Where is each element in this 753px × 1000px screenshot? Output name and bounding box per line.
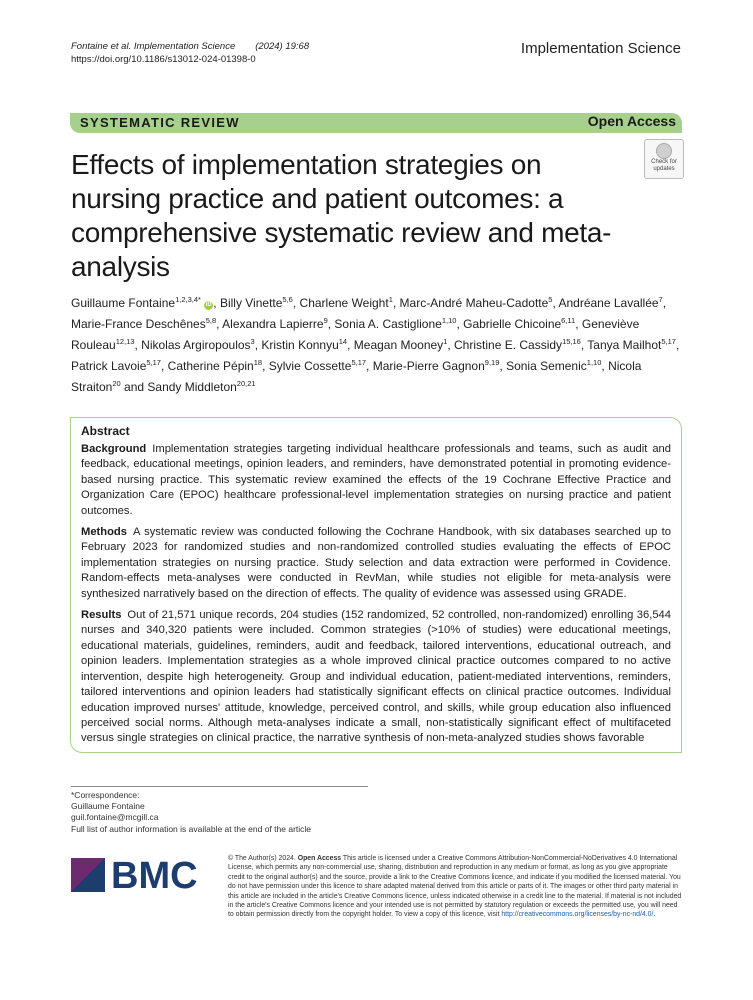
license-text: This article is licensed under a Creative Commons Attribution-NonCommercial-NoDerivatives 4.0 International License, which permits any non-commercial use, sharing, distribution and reproduction in any medium or format, as long as you give appropriate credit to the original author(s) and the source, provide a link to the Creative Commons licence, and indicate if you modified the licensed material. You do not have permission under this licence to share adapted material derived from this article or parts of it. The images or other third party material in this article are included in the article's Creative Commons licence, unless indicated otherwise in a credit line to the material. If material is not included in the article's Creative Commons licence and your intended use is not permitted by statutory regulation or exceeds the permitted use, you will need to obtain permission directly from the copyright holder. To view a copy of this licence, visit <box>228 855 682 919</box>
author-name: Geneviève Rouleau <box>71 317 640 352</box>
results-label: Results <box>81 609 122 622</box>
author-name: Kristin Konnyu <box>261 338 339 352</box>
citation-volume: (2024) 19:68 <box>255 41 310 52</box>
author-affiliation: 1,2,3,4* <box>175 295 201 304</box>
bmc-logo-text: BMC <box>111 855 198 894</box>
author-affiliation: 20,21 <box>236 379 256 388</box>
author-affiliation: 1,10 <box>586 358 602 367</box>
citation-journal: Fontaine et al. Implementation Science <box>71 41 236 52</box>
author-info-note: Full list of author information is available at the end of the article <box>71 823 312 834</box>
correspondence-block <box>71 790 311 835</box>
journal-name: Implementation Science <box>520 40 681 57</box>
correspondence-label: *Correspondence: <box>71 790 140 800</box>
author-affiliation: 6,11 <box>561 316 576 325</box>
abstract-background <box>81 442 671 519</box>
author-name: Meagan Mooney <box>353 338 444 352</box>
author-name: Marie-Pierre Gagnon <box>372 359 485 373</box>
license-link[interactable]: http://creativecommons.org/licenses/by-nc-nd/4.0/ <box>501 911 654 919</box>
author-list: Guillaume Fontaine$^{1,2,3,4*}$ iD , Billy Vinette$^{5,6}$, Charlene Weight$^1$, Marc-André Maheu-Cadotte$^5$, Andréane Lavallée$^7$, Marie-France Deschênes$^{5,8}$, Alexandra Lapierre$^9$, Sonia A. Castiglione$^{1,10}$, Gabrielle Chicoine$^{6,11}$, Geneviève Rouleau$^{12,13}$, Nikolas Argiropoulos$^3$, Kristin Konnyu$^{14}$, Meagan Mooney$^1$, Christine E. Cassidy$^{15,16}$, Tanya Mailhot$^{5,17}$, Patrick Lavoie$^{5,17}$, Catherine Pépin$^{18}$, Sylvie Cossette$^{5,17}$, Marie-Pierre Gagnon$^{9,19}$, Sonia Semenic$^{1,10}$, Nicola Straiton$^{20}$ and Sandy Middleton$^{20,21}$ <box>71 295 680 394</box>
running-header <box>71 40 309 66</box>
author-affiliation: 18 <box>253 358 263 367</box>
author-affiliation: 5,17 <box>661 337 676 346</box>
background-text: Implementation strategies targeting individual healthcare professionals and teams, such as audit and feedback, educational meetings, opinion leaders, and reminders, have demonstrated potential in promoting evidence-based nursing practice. This systematic review examined the effects of the 19 Cochrane Effective Practice and Organization Care (EPOC) healthcare professional-level implementation strategies on nursing practice and patient outcomes. <box>81 443 671 517</box>
abstract-methods <box>81 525 671 602</box>
abstract-box <box>70 417 682 753</box>
methods-label: Methods <box>81 526 127 539</box>
author-affiliation: 1,10 <box>441 316 457 325</box>
author-name: Sonia Semenic <box>506 359 587 373</box>
doi-link[interactable]: https://doi.org/10.1186/s13012-024-01398-0 <box>71 54 256 65</box>
author-name: Alexandra Lapierre <box>222 317 324 331</box>
background-label: Background <box>81 443 147 455</box>
article-type: SYSTEMATIC REVIEW <box>80 115 240 130</box>
author-affiliation: 9,19 <box>484 358 500 367</box>
methods-text: A systematic review was conducted following the Cochrane Handbook, with six databases searched up to February 2023 for randomized studies and non-randomized controlled studies evaluating the effects of EPOC implementation strategies on nursing practice. Study selection and data extraction were performed in Covidence. Random-effects meta-analyses were conducted in RevMan, while studies not eligible for meta-analysis were synthesized narratively based on the direction of effects. The quality of evidence was assessed using GRADE. <box>81 526 671 600</box>
author-name: Gabrielle Chicoine <box>463 317 562 331</box>
author-affiliation: 15,16 <box>562 337 581 346</box>
orcid-icon[interactable]: iD <box>205 302 212 308</box>
open-access-label: Open Access <box>587 113 676 129</box>
abstract-results <box>81 608 671 747</box>
author-affiliation: 5,6 <box>282 295 293 304</box>
correspondence-name: Guillaume Fontaine <box>71 801 145 812</box>
author-name: Nicola Straiton <box>71 359 642 394</box>
author-affiliation: 1 <box>388 295 393 304</box>
author-name: Nikolas Argiropoulos <box>141 338 251 352</box>
author-name: Catherine Pépin <box>167 359 254 373</box>
author-affiliation: 9 <box>323 316 328 325</box>
author-affiliation: 1 <box>443 337 448 346</box>
author-name: Marc-André Maheu-Cadotte <box>399 296 549 310</box>
author-affiliation: 14 <box>338 337 348 346</box>
author-affiliation: 5,17 <box>146 358 161 367</box>
author-affiliation: 12,13 <box>115 337 135 346</box>
author-name: Guillaume Fontaine <box>71 296 176 310</box>
author-affiliation: 5 <box>548 295 553 304</box>
author-affiliation: 7 <box>658 295 663 304</box>
correspondence-email[interactable]: guil.fontaine@mcgill.ca <box>71 812 159 823</box>
article-type-band <box>70 113 682 133</box>
bmc-logo-icon <box>71 852 221 894</box>
author-affiliation: 3 <box>250 337 255 346</box>
bookmark-icon <box>656 143 672 159</box>
author-name: Christine E. Cassidy <box>454 338 563 352</box>
license-statement <box>228 854 683 920</box>
author-name: Charlene Weight <box>299 296 389 310</box>
license-end: . <box>653 911 656 919</box>
author-affiliation: 5,17 <box>351 358 367 367</box>
author-name: Marie-France Deschênes <box>71 317 206 331</box>
author-name: Sonia A. Castiglione <box>334 317 442 331</box>
author-name: Andréane Lavallée <box>558 296 659 310</box>
results-text: Out of 21,571 unique records, 204 studies (152 randomized, 52 controlled, non-randomized) enrolling 36,544 nurses and 340,320 patients were included. Common strategies (>10% of studies) were educational meetings, educational materials, guidelines, reminders, audit and feedback, tailored interventions, educational outreach, and opinion leaders. Implementation strategies as a whole improved clinical practice outcomes compared to no active intervention, despite high heterogeneity. Group and individual education, patient-mediated interventions, reminders, tailored interventions and opinion leaders had statistically significant effects on clinical practice outcomes. Individual education improved nurses' attitude, knowledge, perceived control, and skills, while group education also influenced perceived social norms. Although meta-analyses indicate a small, non-statistically significant effect of multifaceted versus single strategies on clinical practice, the narrative synthesis of non-meta-analyzed studies shows favorable <box>81 609 671 745</box>
article-title: Effects of implementation strategies on nursing practice and patient outcomes: a comprehensive systematic review and meta-analysis <box>71 149 612 282</box>
license-oa-label: Open Access <box>297 855 342 862</box>
author-name: Tanya Mailhot <box>587 338 662 352</box>
copyright: © The Author(s) 2024. <box>228 855 296 862</box>
author-affiliation: 20 <box>112 379 121 388</box>
author-name: Billy Vinette <box>219 296 283 310</box>
author-name: Patrick Lavoie <box>71 359 147 373</box>
author-name: Sandy Middleton <box>147 380 237 394</box>
author-affiliation: 5,8 <box>205 316 217 325</box>
abstract-heading: Abstract <box>81 424 130 438</box>
author-name: Sylvie Cossette <box>268 359 352 373</box>
check-for-updates-badge[interactable] <box>644 139 684 179</box>
check-updates-label: Check for updates <box>651 159 677 172</box>
footnote-divider <box>71 786 368 787</box>
